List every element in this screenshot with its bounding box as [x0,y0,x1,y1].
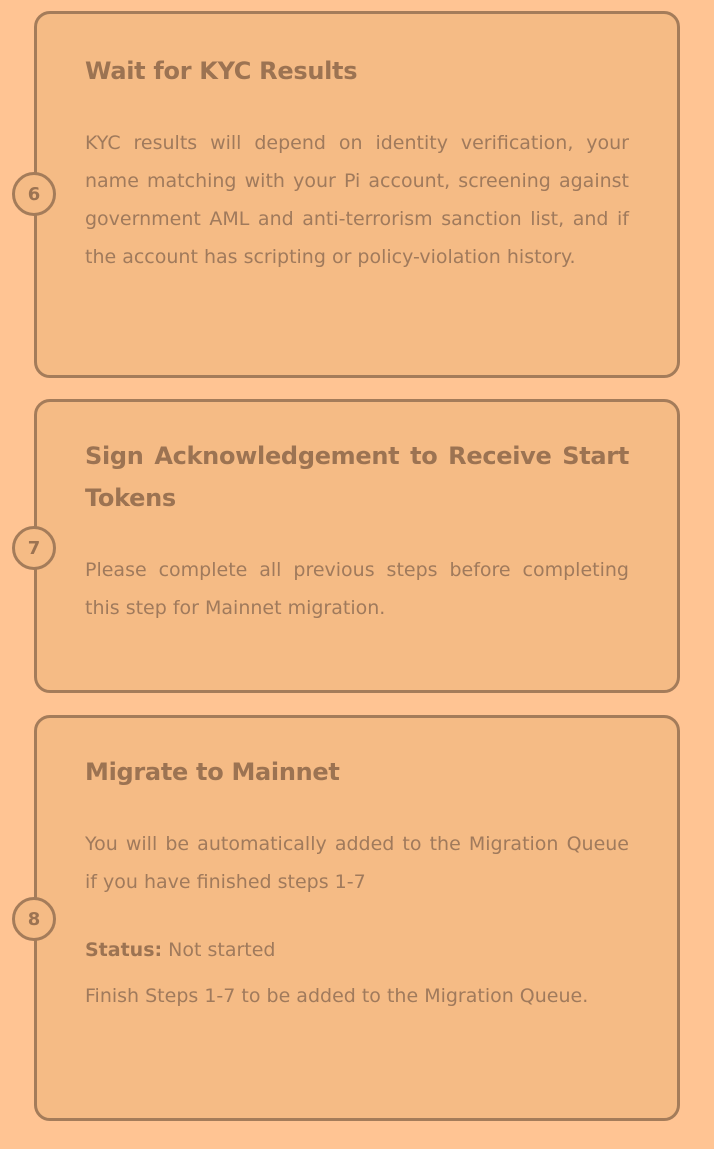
step-description: You will be automatically added to the Migration Queue if you have finished steps 1-7 [85,833,629,893]
step-title: Wait for KYC Results [85,57,358,85]
step-card-6 [34,11,680,378]
step-card-7 [34,399,680,693]
step-number-badge: 7 [12,526,56,570]
step-title: Migrate to Mainnet [85,758,340,786]
step-description: Please complete all previous steps before completing this step for Mainnet migration. [85,559,629,619]
step-card-8 [34,715,680,1121]
step-note: Finish Steps 1-7 to be added to the Migration Queue. [85,985,589,1007]
migration-status [85,931,629,969]
step-title: Sign Acknowledgement to Receive Start Tokens [85,442,629,512]
step-description: KYC results will depend on identity verification, your name matching with your Pi account, screening against government AML and anti-terrorism sanction list, and if the account has scripting or policy-violation history. [85,132,629,268]
status-value: Not started [168,939,276,961]
step-number-badge: 8 [12,897,56,941]
status-label: Status: [85,939,163,961]
step-number-badge: 6 [12,172,56,216]
